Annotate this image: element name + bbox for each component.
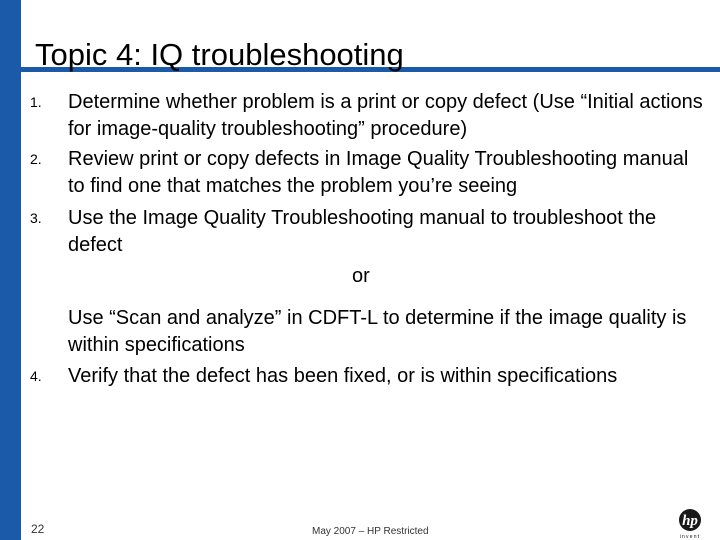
list-number: 4. (30, 368, 42, 384)
slide-title: Topic 4: IQ troubleshooting (35, 37, 404, 72)
footer-text: May 2007 – HP Restricted (312, 526, 429, 537)
list-item (30, 146, 708, 200)
list-number: 1. (30, 94, 42, 110)
logo-subtext: invent (679, 534, 701, 540)
list-item (30, 205, 708, 259)
logo-text: hp (682, 513, 698, 529)
page-number: 22 (31, 522, 45, 536)
list-text: Review print or copy defects in Image Quality Troubleshooting manual to find one that matches the problem you’re seeing (68, 148, 689, 197)
list-item (30, 363, 708, 390)
hp-logo-icon (669, 507, 711, 540)
list-text: Use the Image Quality Troubleshooting manual to troubleshoot the defect (68, 207, 657, 256)
list-item (30, 89, 708, 143)
left-accent-bar (0, 0, 21, 540)
or-separator: or (352, 265, 370, 287)
list-number: 2. (30, 151, 42, 167)
list-text: Determine whether problem is a print or copy defect (Use “Initial actions for image-quality troubleshooting” procedure) (68, 91, 703, 140)
list-number: 3. (30, 210, 42, 226)
list-text: Verify that the defect has been fixed, or is within specifications (68, 365, 618, 387)
alternative-text: Use “Scan and analyze” in CDFT-L to determine if the image quality is within specifications (68, 307, 687, 356)
